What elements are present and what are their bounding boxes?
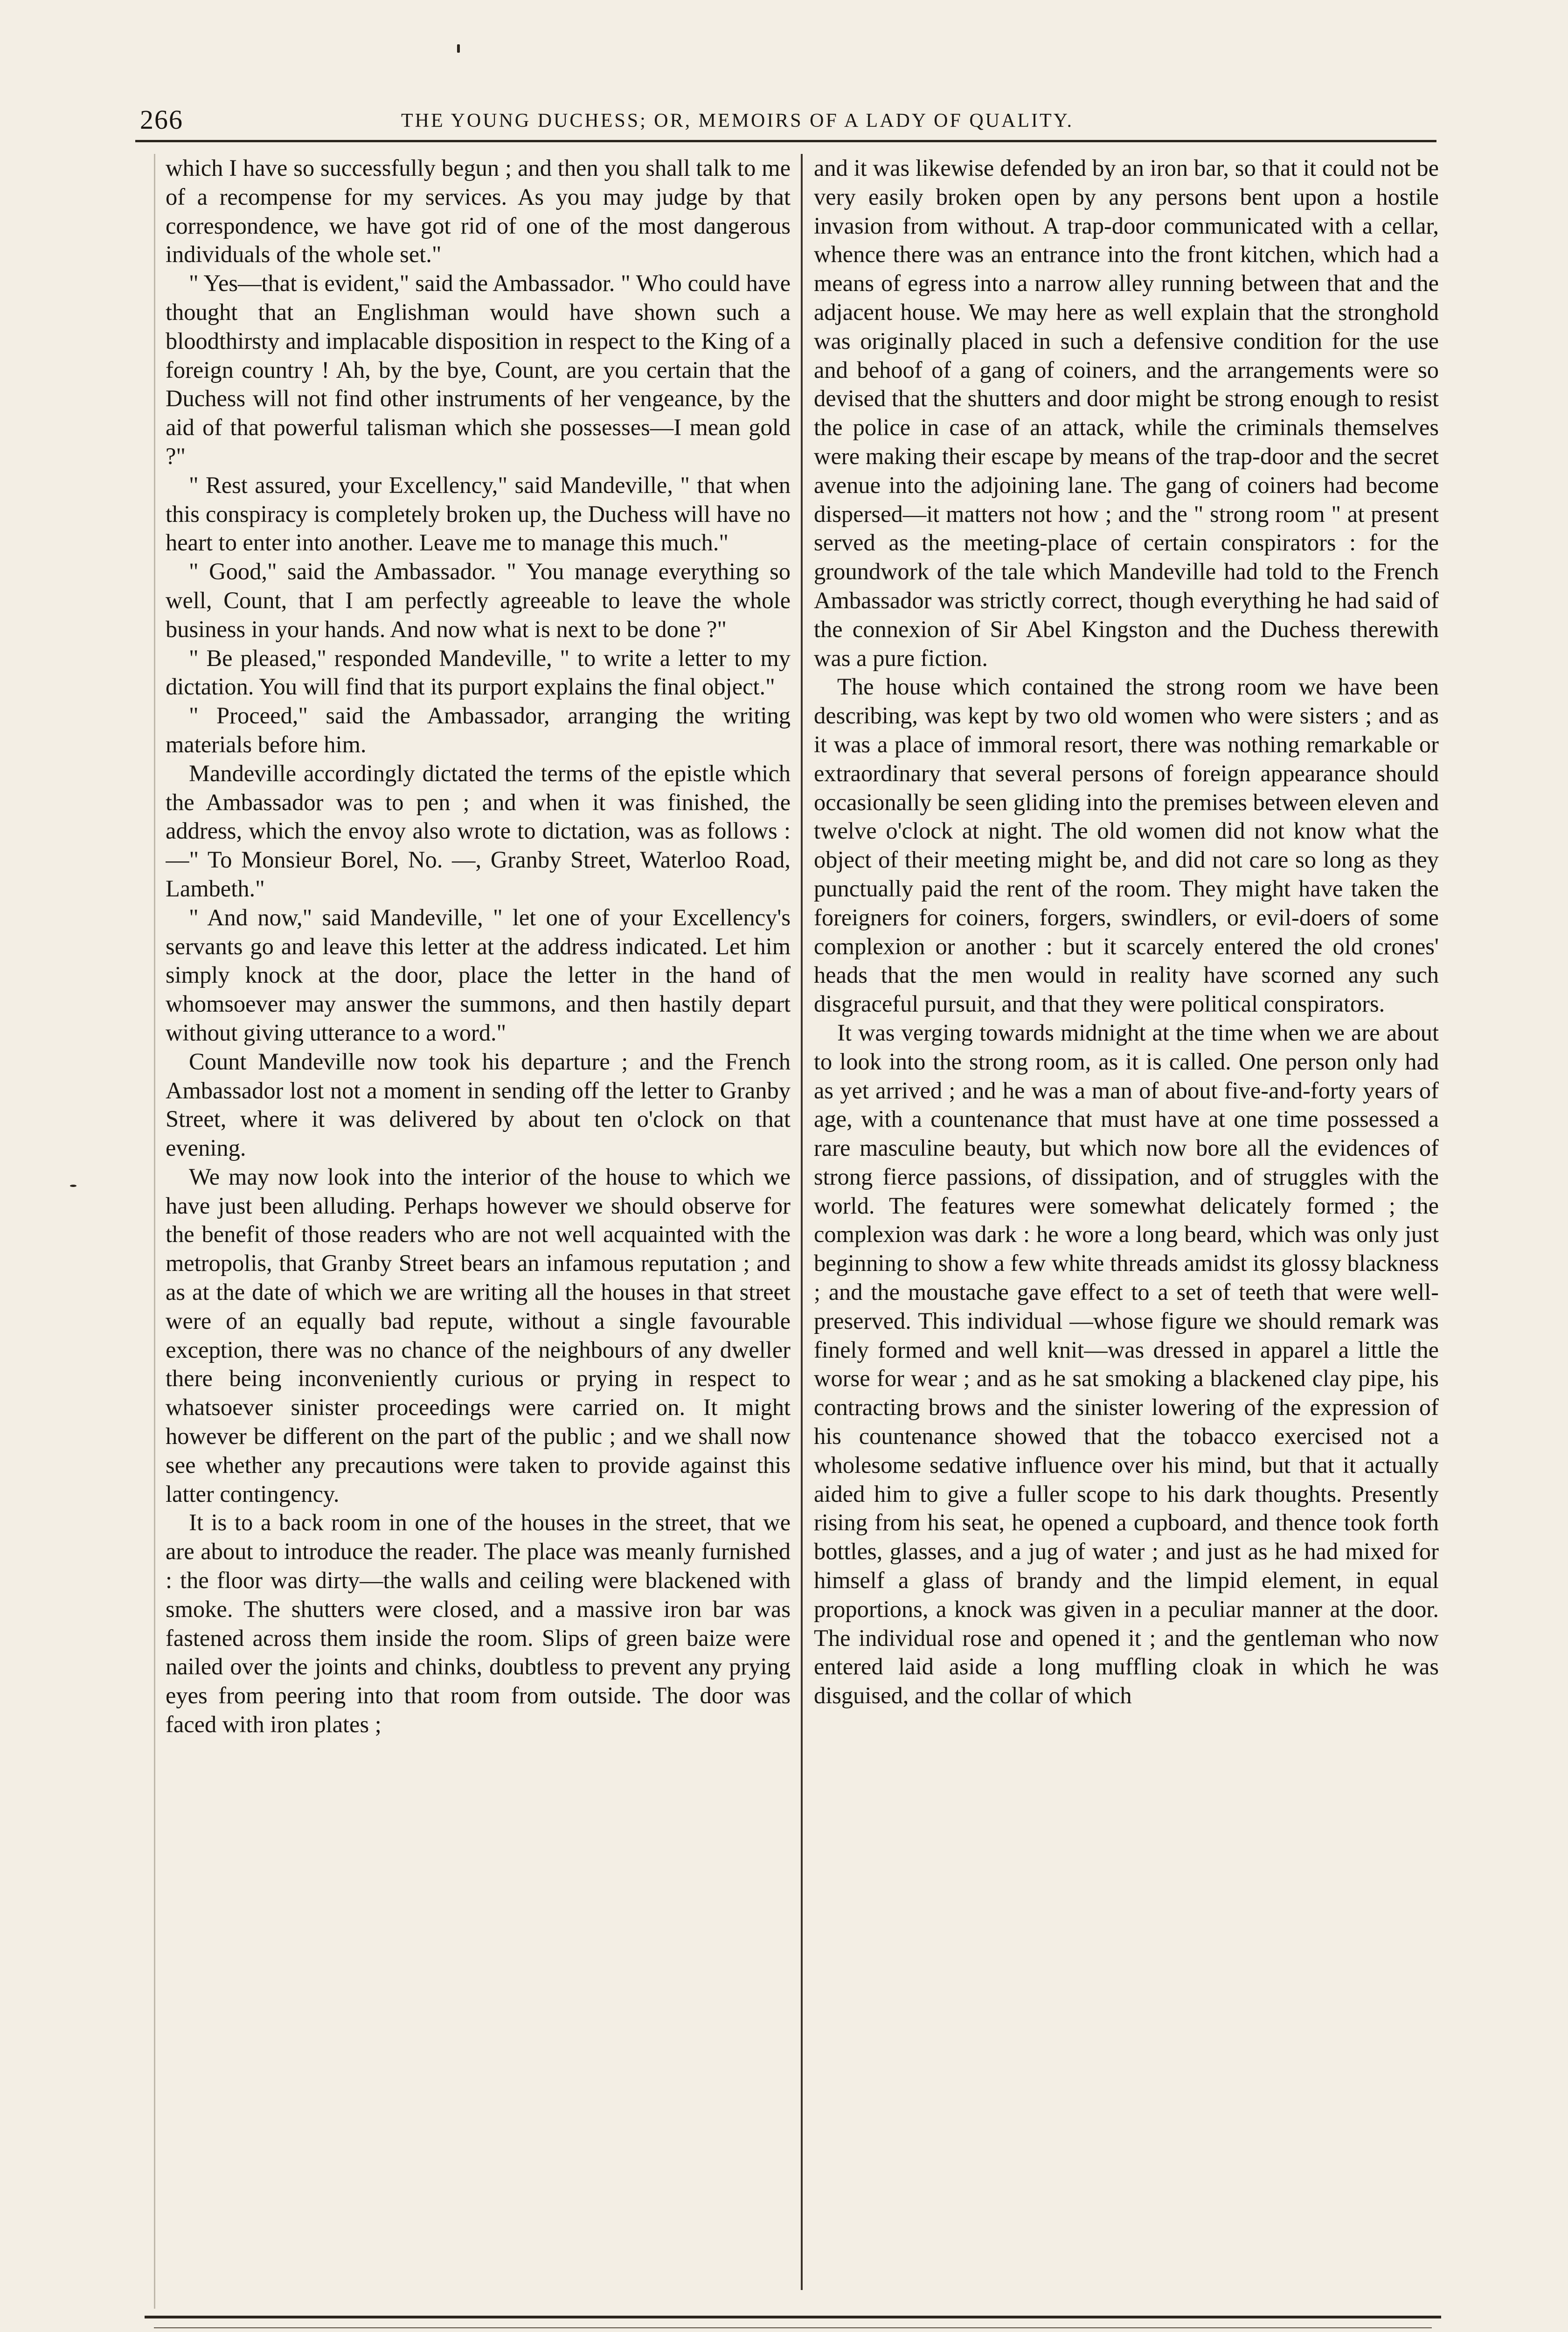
paragraph: which I have so successfully begun ; and then you shall talk to me of a recompense for my services. As you may judge by that correspondence, we have got rid of one of the most dangerous individuals of the whole set." [166,155,791,268]
paragraph: The house which contained the strong room we have been describing, was kept by two old women who were sisters ; and as it was a place of immoral resort, there was nothing remarkable or extraordinary that several persons of foreign appearance should occasionally be seen gliding into the premises between eleven and twelve o'clock at night. The old women did not know what the object of their meeting might be, and did not care so long as they punctually paid the rent of the room. They might have taken the foreigners for coiners, forgers, swindlers, or evil-doers of some complexion or another : but it scarcely entered the old crones' heads that the men would in reality have scorned any such disgraceful pursuit, and that they were political conspirators. [814,673,1439,1017]
stray-mark [70,1185,76,1187]
stray-mark [457,44,460,53]
bottom-rule-thin [154,2327,1432,2328]
paragraph: We may now look into the interior of the house to which we have just been alluding. Perhaps however we should observe for the benefit of those readers who are not well acquainted with the metropolis, that Granby Street bears an infamous reputation ; and as at the date of which we are writing all the houses in that street were of an equally bad repute, without a single favourable exception, there was no chance of the neighbours of any dweller there being inconveniently curious or prying in respect to whatsoever sinister proceedings were carried on. It might however be different on the part of the public ; and we shall now see whether any precautions were taken to provide against this latter contingency. [166,1163,791,1507]
paragraph: " And now," said Mandeville, " let one of your Excellency's servants go and leave this letter at the address indicated. Let him simply knock at the door, place the letter in the hand of whomsoever may answer the summons, and then hastily depart without giving utterance to a word." [166,904,791,1046]
running-title: THE YOUNG DUCHESS; OR, MEMOIRS OF A LADY OF QUALITY. [401,110,1074,132]
paragraph: " Good," said the Ambassador. " You manage everything so well, Count, that I am perfectly agreeable to leave the whole business in your hands. And now what is next to be done ?" [166,558,791,642]
paragraph: Mandeville accordingly dictated the terms of the epistle which the Ambassador was to pen ; and when it was finished, the address, which the envoy also wrote to dictation, was as follows :—" To Monsieur Borel, No. —, Granby Street, Waterloo Road, Lambeth." [166,760,791,902]
bottom-rule [145,2316,1441,2318]
paragraph: Count Mandeville now took his departure ; and the French Ambassador lost not a moment in sending off the letter to Granby Street, where it was delivered by about ten o'clock on that evening. [166,1048,791,1161]
page-header [140,96,1441,138]
paragraph: " Proceed," said the Ambassador, arranging the writing materials before him. [166,702,791,757]
page-number: 266 [140,104,183,135]
paragraph: and it was likewise defended by an iron bar, so that it could not be very easily broken open by any persons bent upon a hostile invasion from without. A trap-door communicated with a cellar, whence there was an entrance into the front kitchen, which had a means of egress into a narrow alley running between that and the adjacent house. We may here as well explain that the stronghold was originally placed in such a defensive condition for the use and behoof of a gang of coiners, and the arrangements were so devised that the shutters and door might be strong enough to resist the police in case of an attack, while the criminals themselves were making their escape by means of the trap-door and the secret avenue into the adjoining lane. The gang of coiners had become dispersed—it matters not how ; and the " strong room " at present served as the meeting-place of certain conspirators : for the groundwork of the tale which Mandeville had told to the French Ambassador was strictly correct, though everything he had said of the connexion of Sir Abel Kingston and the Duchess therewith was a pure fiction. [814,155,1439,671]
right-column [814,154,1439,2309]
left-column [166,154,791,2309]
paragraph: " Rest assured, your Excellency," said Mandeville, " that when this conspiracy is completely broken up, the Duchess will have no heart to enter into another. Leave me to manage this much." [166,472,791,556]
paragraph: It was verging towards midnight at the time when we are about to look into the strong room, as it is called. One person only had as yet arrived ; and he was a man of about five-and-forty years of age, with a countenance that must have at one time possessed a rare masculine beauty, but which now bore all the evidences of strong fierce passions, of dissipation, and of struggles with the world. The features were somewhat delicately formed ; the complexion was dark : he wore a long beard, which was only just beginning to show a few white threads amidst its glossy blackness ; and the moustache gave effect to a set of teeth that were well-preserved. This individual —whose figure we should remark was finely formed and well knit—was dressed in apparel a little the worse for wear ; and as he sat smoking a blackened clay pipe, his contracting brows and the sinister lowering of the expression of his countenance showed that the tobacco exercised not a wholesome sedative influence over his mind, but that it actually aided him to give a fuller scope to his dark thoughts. Presently rising from his seat, he opened a cupboard, and thence took forth bottles, glasses, and a jug of water ; and just as he had mixed for himself a glass of brandy and the limpid element, in equal proportions, a knock was given in a peculiar manner at the door. The individual rose and opened it ; and the gentleman who now entered laid aside a long muffling cloak in which he was disguised, and the collar of which [814,1019,1439,1709]
paragraph: " Yes—that is evident," said the Ambassador. " Who could have thought that an Englishman would have shown such a bloodthirsty and implacable disposition in respect to the King of a foreign country ! Ah, by the bye, Count, are you certain that the Duchess will not find other instruments of her vengeance, by the aid of that powerful talisman which she possesses—I mean gold ?" [166,270,791,469]
left-margin-rule [154,154,155,2309]
column-divider [801,154,803,2290]
header-rule [135,140,1436,142]
paragraph: It is to a back room in one of the houses in the street, that we are about to introduce the reader. The place was meanly furnished : the floor was dirty—the walls and ceiling were blackened with smoke. The shutters were closed, and a massive iron bar was fastened across them inside the room. Slips of green baize were nailed over the joints and chinks, doubtless to prevent any prying eyes from peering into that room from outside. The door was faced with iron plates ; [166,1509,791,1738]
paragraph: " Be pleased," responded Mandeville, " to write a letter to my dictation. You will find that its purport explains the final object." [166,645,791,700]
